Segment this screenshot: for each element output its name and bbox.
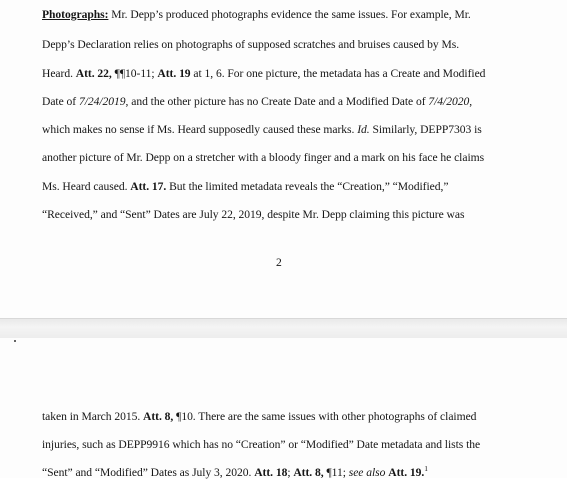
page-break [0,318,567,340]
paragraph-line-2: Depp’s Declaration relies on photographs of supposed scratches and bruises caused by Ms. [42,38,460,51]
citation-id: Id. [357,123,370,136]
footnote-marker[interactable]: 1 [424,464,428,474]
citation: Att. 19. [388,466,425,479]
citation: Att. 22, [75,67,112,80]
page-number: 2 [276,256,282,269]
section-heading: Photographs: [42,8,109,21]
paragraph-line-3: Heard. Att. 22, ¶¶10-11; Att. 19 at 1, 6. For one picture, the metadata has a Create and Modified [42,67,486,80]
date-italic: 7/24/2019 [78,95,126,108]
paragraph-line-7: Ms. Heard caused. Att. 17. But the limited metadata reveals the “Creation,” “Modified,” [42,180,449,193]
citation: Att. 18 [254,466,288,479]
citation: Att. 17. [130,180,167,193]
paragraph-line-5: which makes no sense if Ms. Heard supposedly caused these marks. Id. Similarly, DEPP7303 is [42,123,482,136]
page-dot [14,340,16,342]
citation: Att. 19 [157,67,191,80]
date-italic: 7/4/2020 [428,95,470,108]
citation: Att. 8, [143,410,174,423]
paragraph-line-8: “Received,” and “Sent” Dates are July 22, 2019, despite Mr. Depp claiming this picture was [42,208,465,221]
paragraph-line-1: Photographs: Mr. Depp’s produced photographs evidence the same issues. For example, Mr. [42,8,471,21]
signal-italic: see also [348,466,386,479]
paragraph-line-9: taken in March 2015. Att. 8, ¶10. There are the same issues with other photographs of claimed [42,410,477,423]
paragraph-line-11: “Sent” and “Modified” Dates as July 3, 2020. Att. 18; Att. 8, ¶11; see also Att. 19.$^1$ [42,464,428,479]
document-page-bottom [0,338,567,478]
citation: Att. 8, [293,466,324,479]
paragraph-line-6: another picture of Mr. Depp on a stretcher with a bloody finger and a mark on his face he claims [42,151,485,164]
paragraph-line-10: injuries, such as DEPP9916 which has no “Creation” or “Modified” Date metadata and lists the [42,438,481,451]
paragraph-line-4: Date of 7/24/2019, and the other picture has no Create Date and a Modified Date of 7/4/2020, [42,95,473,108]
